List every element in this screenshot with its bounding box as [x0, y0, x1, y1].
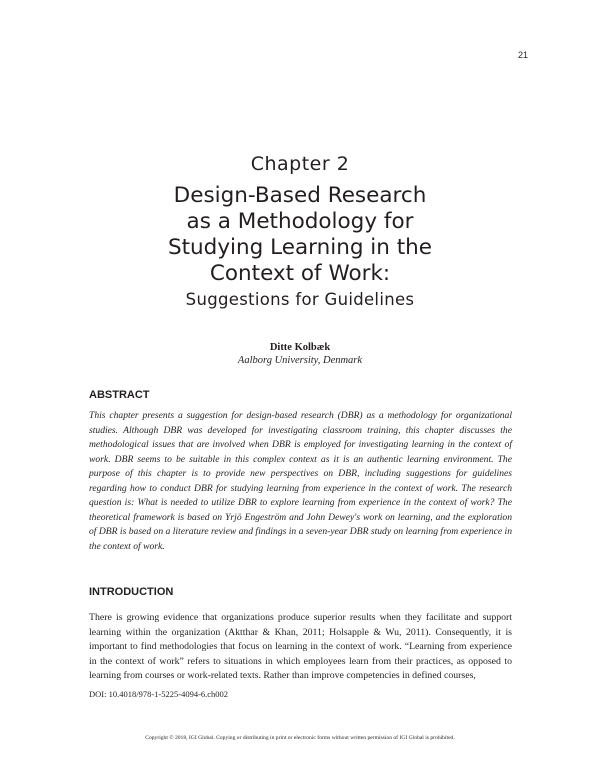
chapter-title-line: Design-Based Research — [173, 183, 427, 208]
chapter-subtitle: Suggestions for Guidelines — [185, 290, 415, 309]
author-affiliation: Aalborg University, Denmark — [237, 355, 363, 366]
introduction-heading: INTRODUCTION — [89, 586, 174, 598]
author-name: Ditte Kolbæk — [269, 342, 331, 353]
abstract-text: This chapter presents a suggestion for design-based research (DBR) as a methodology for organizational studies. Although DBR was developed for investigating classroom training, this chapter discusses the methodological issues that are involved when DBR is employed for investigating learning in the context of work. DBR seems to be suitable in this complex context as it is an authentic learning environment. The purpose of this chapter is to provide new perspectives on DBR, including suggestions for guidelines regarding how to conduct DBR for studying learning from experience in the context of work. The research question is: What is needed to utilize DBR to explore learning from experience in the context of work? The theoretical framework is based on Yrjö Engeström and John Dewey's work on learning, and the exploration of DBR is based on a literature review and findings in a seven-year DBR study on learning from experience in the context of work. — [89, 410, 512, 552]
copyright-notice: Copyright © 2018, IGI Global. Copying or distributing in print or electronic forms without written permission of IGI Global is prohibited. — [145, 735, 455, 741]
chapter-title-line: Context of Work: — [209, 261, 391, 286]
chapter-label: Chapter 2 — [250, 153, 350, 175]
abstract-heading: ABSTRACT — [89, 389, 150, 401]
page-number: 21 — [517, 50, 528, 60]
doi-line: DOI: 10.4018/978-1-5225-4094-6.ch002 — [89, 689, 229, 699]
chapter-title — [0, 183, 600, 287]
chapter-title-line: as a Methodology for — [186, 209, 414, 234]
chapter-title-line: Studying Learning in the — [167, 235, 433, 260]
introduction-text: There is growing evidence that organizations produce superior results when they facilitate and support learning within the organization (Aktthar & Khan, 2011; Holsapple & Wu, 2011). Consequently, it is important to find methodologies that focus on learning in the context of work. “Learning from experience in the context of work” refers to situations in which employees learn from their practices, as opposed to learning from courses or work-related texts. Rather than improve competencies in defined courses, — [89, 612, 512, 682]
